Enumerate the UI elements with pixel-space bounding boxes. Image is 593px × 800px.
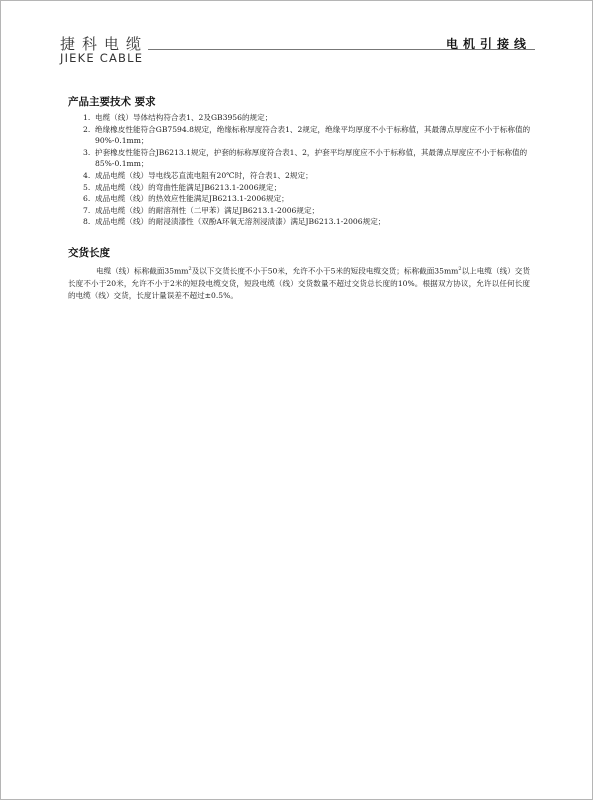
requirement-item <box>83 112 533 124</box>
delivery-length-paragraph <box>68 263 530 302</box>
requirement-number: 1. <box>83 113 91 122</box>
brand-name-chinese: 捷科电缆 <box>60 35 149 53</box>
requirements-list <box>83 112 533 228</box>
requirement-item <box>83 193 533 205</box>
requirement-item <box>83 124 533 147</box>
paragraph-text-part2: 及以下交货长度不小于50米，允许不小于5米的短段电缆交货；标称截面35mm <box>191 266 459 276</box>
requirement-text: 电缆（线）导体结构符合表1、2及GB3956的规定； <box>95 113 273 122</box>
requirement-item <box>83 147 533 170</box>
requirement-number: 7. <box>83 205 91 215</box>
requirement-item <box>83 216 533 228</box>
requirement-text: 护套橡皮性能符合JB6213.1规定，护套的标称厚度符合表1、2，护套平均厚度应不小于标称值，其最薄点厚度应不小于标称值的85%-0.1mm； <box>95 147 528 169</box>
requirement-number: 6. <box>83 194 91 204</box>
header-divider <box>148 49 535 50</box>
requirement-item <box>83 205 533 217</box>
superscript-2: 2 <box>188 266 192 272</box>
requirement-number: 2. <box>83 124 91 134</box>
requirement-text: 绝缘橡皮性能符合GB7594.8规定，绝缘标称厚度符合表1、2规定，绝缘平均厚度不小于标称值，其最薄点厚度应不小于标称值的90%-0.1mm； <box>95 124 531 146</box>
requirement-item <box>83 170 533 182</box>
brand-name-english: JIEKE CABLE <box>60 51 144 65</box>
requirement-number: 4. <box>83 170 91 180</box>
paragraph-text-part1: 电缆（线）标称截面35mm <box>96 266 189 276</box>
requirement-text: 成品电缆（线）的耐溶剂性（二甲苯）满足JB6213.1-2006规定； <box>95 205 320 215</box>
requirement-text: 成品电缆（线）的耐浸渍漆性（双酚A环氧无溶剂浸渍漆）满足JB6213.1-2006规定； <box>95 217 386 227</box>
requirement-number: 3. <box>83 147 91 157</box>
requirement-number: 5. <box>83 182 91 192</box>
paragraph-text-part3: 以上电缆（线）交货长度不小于20米，允许不小于2米的短段电缆交货，短段电缆（线）交货数量不超过交货总长度的10%。根据双方协议，允许以任何长度的电缆（线）交货，长度计量误差不超过±0.5%。 <box>68 266 530 300</box>
superscript-2: 2 <box>458 266 462 272</box>
requirement-text: 成品电缆（线）导电线芯直流电阻有20℃时，符合表1、2规定； <box>95 170 313 180</box>
requirement-item <box>83 182 533 194</box>
requirement-text: 成品电缆（线）的弯曲性能满足JB6213.1-2006规定； <box>95 182 282 192</box>
requirement-text: 成品电缆（线）的热效应性能满足JB6213.1-2006规定； <box>95 194 289 204</box>
section-title-delivery-length: 交货长度 <box>68 247 110 259</box>
section-title-technical-requirements: 产品主要技术 要求 <box>68 96 156 108</box>
requirement-number: 8. <box>83 217 91 227</box>
document-title: 电机引接线 <box>445 37 531 51</box>
